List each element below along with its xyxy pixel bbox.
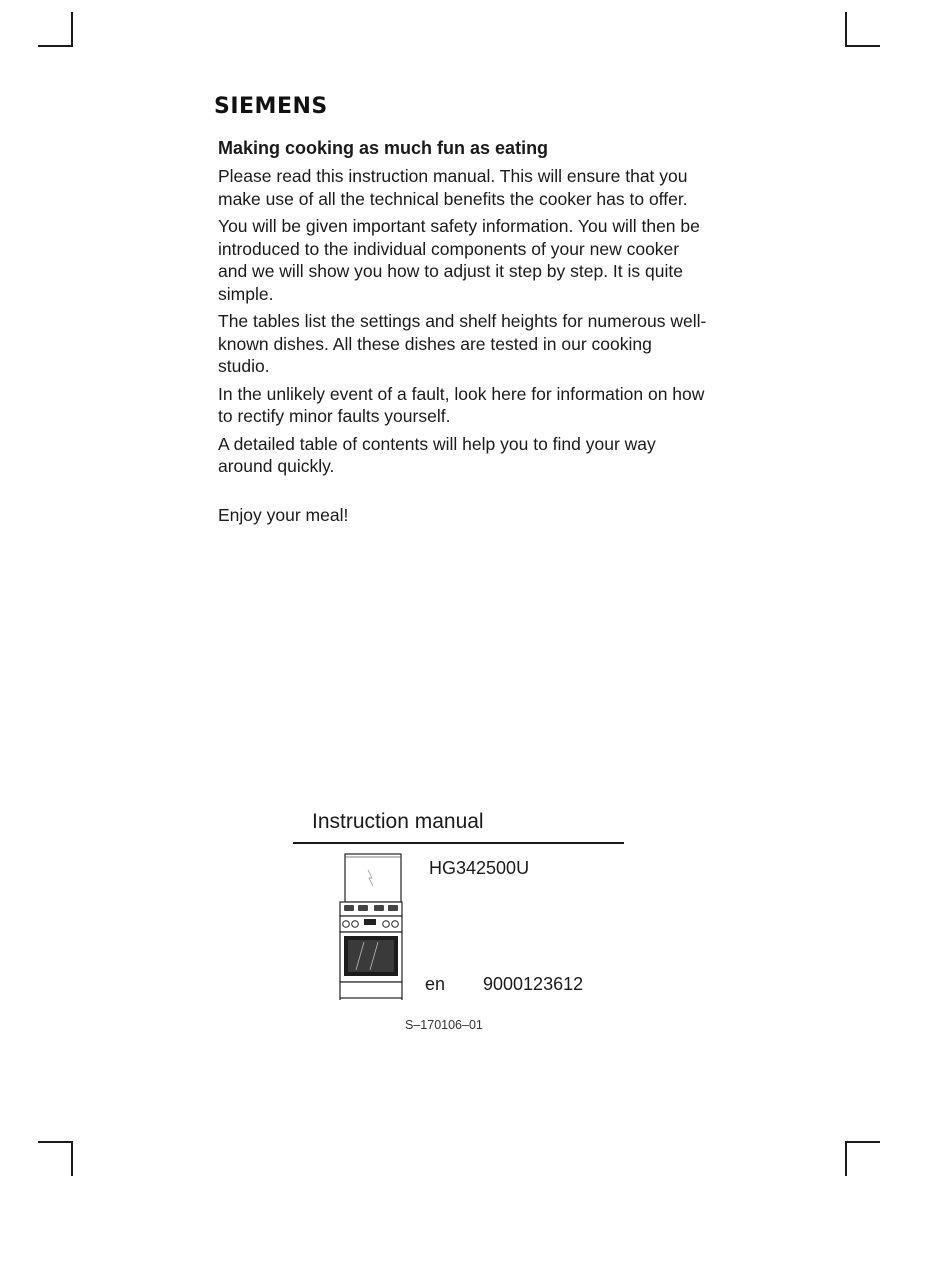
intro-section	[218, 137, 708, 531]
crop-mark-top-right	[845, 12, 880, 47]
document-number: 9000123612	[483, 974, 584, 994]
closing-line: Enjoy your meal!	[218, 504, 349, 525]
language-code: en	[425, 974, 446, 994]
title-divider	[293, 842, 624, 844]
intro-paragraph: A detailed table of contents will help you to find your way around quickly.	[218, 433, 656, 476]
gas-cooker-icon	[334, 852, 406, 1002]
intro-paragraph: The tables list the settings and shelf heights for numerous well-known dishes. All these dishes are tested in our cooking studio.	[218, 311, 707, 376]
intro-paragraph: You will be given important safety information. You will then be introduced to the individual components of your new cooker and we will show you how to adjust it step by step. It is quite simple.	[218, 216, 700, 304]
manual-title: Instruction manual	[312, 810, 484, 833]
crop-mark-bottom-left	[38, 1141, 73, 1176]
intro-heading: Making cooking as much fun as eating	[218, 138, 549, 158]
crop-mark-bottom-right	[845, 1141, 880, 1176]
crop-mark-top-left	[38, 12, 73, 47]
intro-paragraph: Please read this instruction manual. This will ensure that you make use of all the technical benefits the cooker has to offer.	[218, 166, 688, 209]
intro-paragraph: In the unlikely event of a fault, look here for information on how to rectify minor faults yourself.	[218, 383, 705, 426]
print-code: S–170106–01	[405, 1018, 483, 1032]
siemens-logo: SIEMENS	[214, 94, 328, 119]
model-number: HG342500U	[429, 858, 530, 878]
